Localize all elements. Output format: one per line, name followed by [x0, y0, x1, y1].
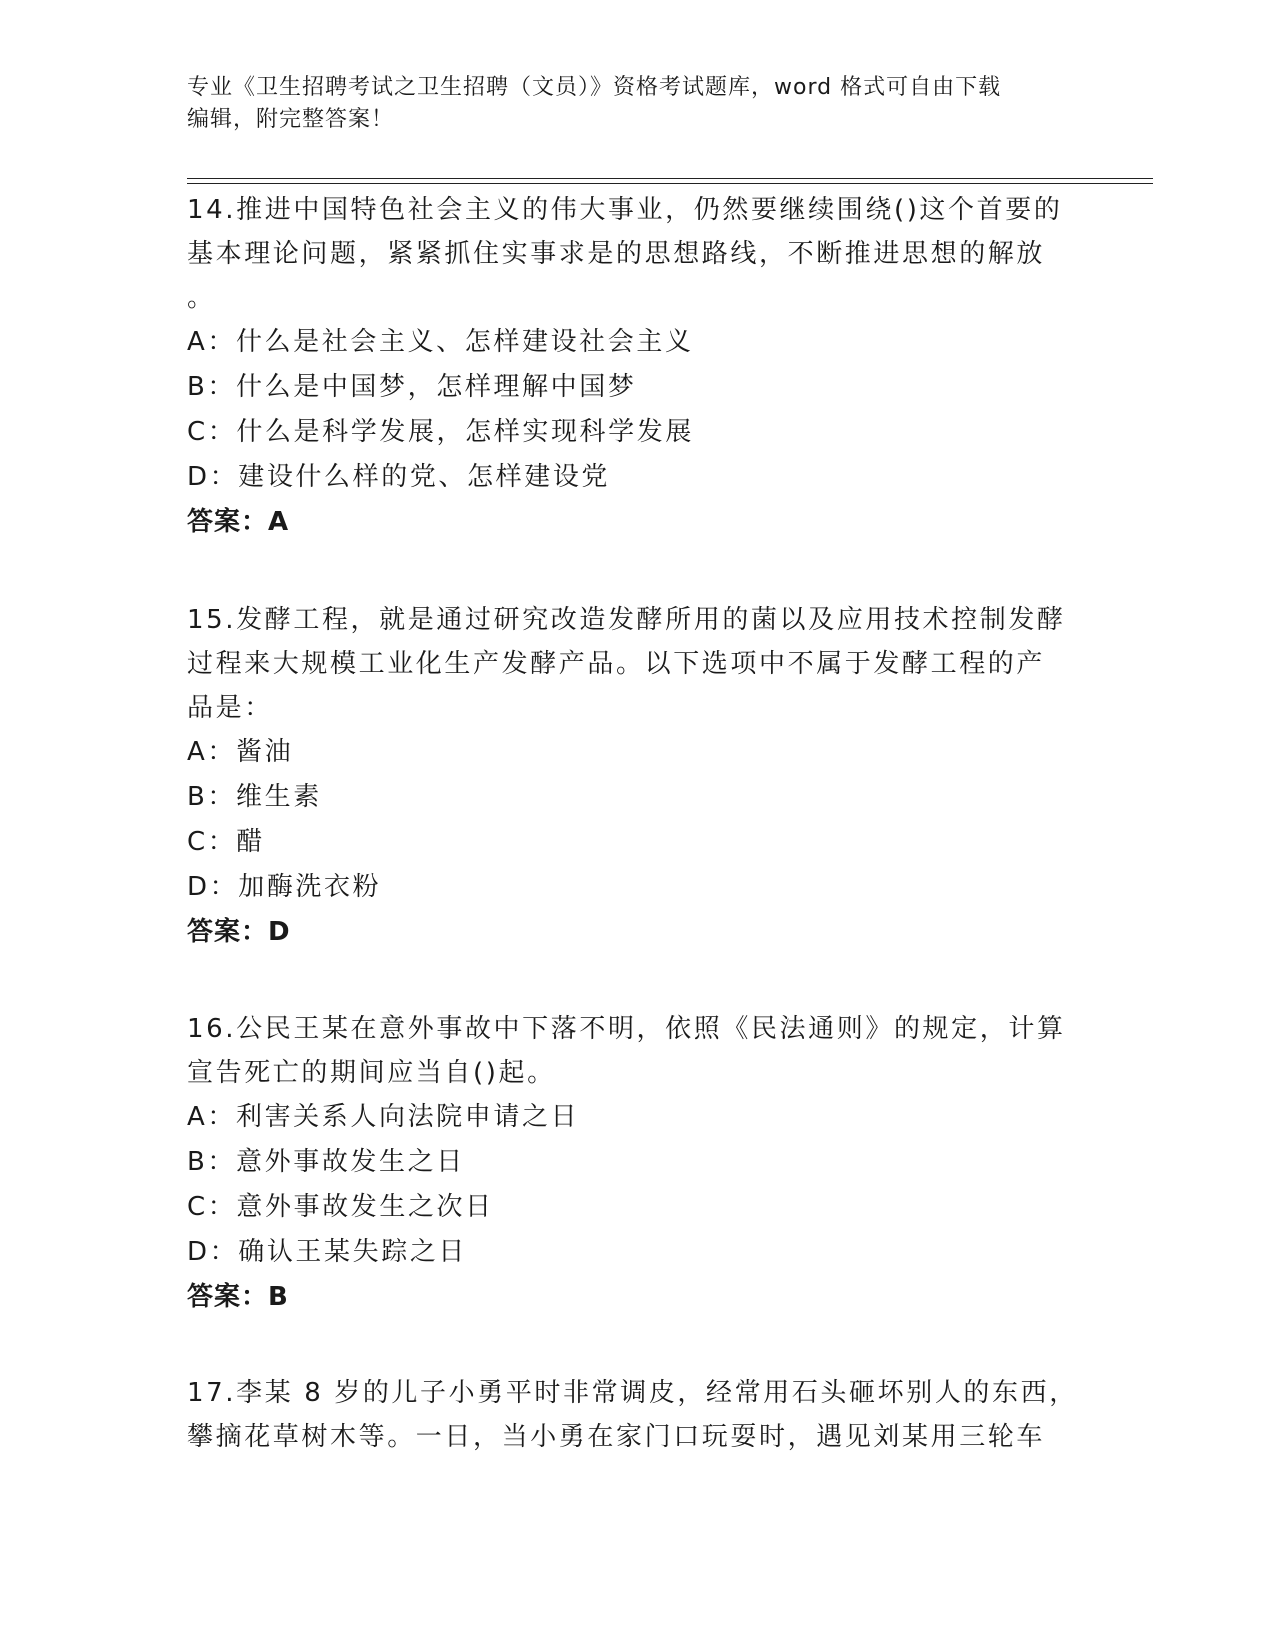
option-a: A：酱油	[187, 737, 294, 767]
document-header	[187, 72, 1087, 136]
answer-label: 答案：B	[187, 1282, 289, 1312]
option-c: C：意外事故发生之次日	[187, 1192, 494, 1222]
answer-label: 答案：A	[187, 507, 290, 537]
option-d: D：加酶洗衣粉	[187, 872, 382, 902]
question-17	[187, 1371, 1087, 1459]
question-stem-line: 基本理论问题，紧紧抓住实事求是的思想路线，不断推进思想的解放	[187, 239, 1046, 269]
question-15	[187, 598, 1087, 955]
option-b: B：什么是中国梦，怎样理解中国梦	[187, 372, 637, 402]
question-stem-line: 攀摘花草树木等。一日，当小勇在家门口玩耍时，遇见刘某用三轮车	[187, 1422, 1046, 1452]
header-divider-bottom	[187, 183, 1153, 184]
question-stem-line: 15.发酵工程，就是通过研究改造发酵所用的菌以及应用技术控制发酵	[187, 605, 1066, 635]
option-c: C：什么是科学发展，怎样实现科学发展	[187, 417, 694, 447]
header-line-1: 专业《卫生招聘考试之卫生招聘（文员）》资格考试题库，word 格式可自由下载	[187, 75, 1002, 100]
question-stem-line: 过程来大规模工业化生产发酵产品。以下选项中不属于发酵工程的产	[187, 649, 1046, 679]
option-a: A：利害关系人向法院申请之日	[187, 1102, 580, 1132]
question-stem-line: 16.公民王某在意外事故中下落不明，依照《民法通则》的规定，计算	[187, 1014, 1066, 1044]
question-stem-line: 14.推进中国特色社会主义的伟大事业，仍然要继续围绕()这个首要的	[187, 195, 1063, 225]
question-stem-line: 。	[187, 283, 216, 313]
option-d: D：建设什么样的党、怎样建设党	[187, 462, 611, 492]
header-line-2: 编辑，附完整答案！	[187, 107, 395, 132]
header-divider-top	[187, 178, 1153, 179]
option-d: D：确认王某失踪之日	[187, 1237, 468, 1267]
option-b: B：维生素	[187, 782, 322, 812]
question-14	[187, 188, 1087, 545]
question-stem-line: 品是：	[187, 693, 273, 723]
answer-label: 答案：D	[187, 917, 291, 947]
question-16	[187, 1007, 1087, 1320]
question-stem-line: 宣告死亡的期间应当自()起。	[187, 1058, 556, 1088]
option-a: A：什么是社会主义、怎样建设社会主义	[187, 327, 694, 357]
option-b: B：意外事故发生之日	[187, 1147, 465, 1177]
option-c: C：醋	[187, 827, 265, 857]
question-stem-line: 17.李某 8 岁的儿子小勇平时非常调皮，经常用石头砸坏别人的东西，	[187, 1378, 1078, 1408]
